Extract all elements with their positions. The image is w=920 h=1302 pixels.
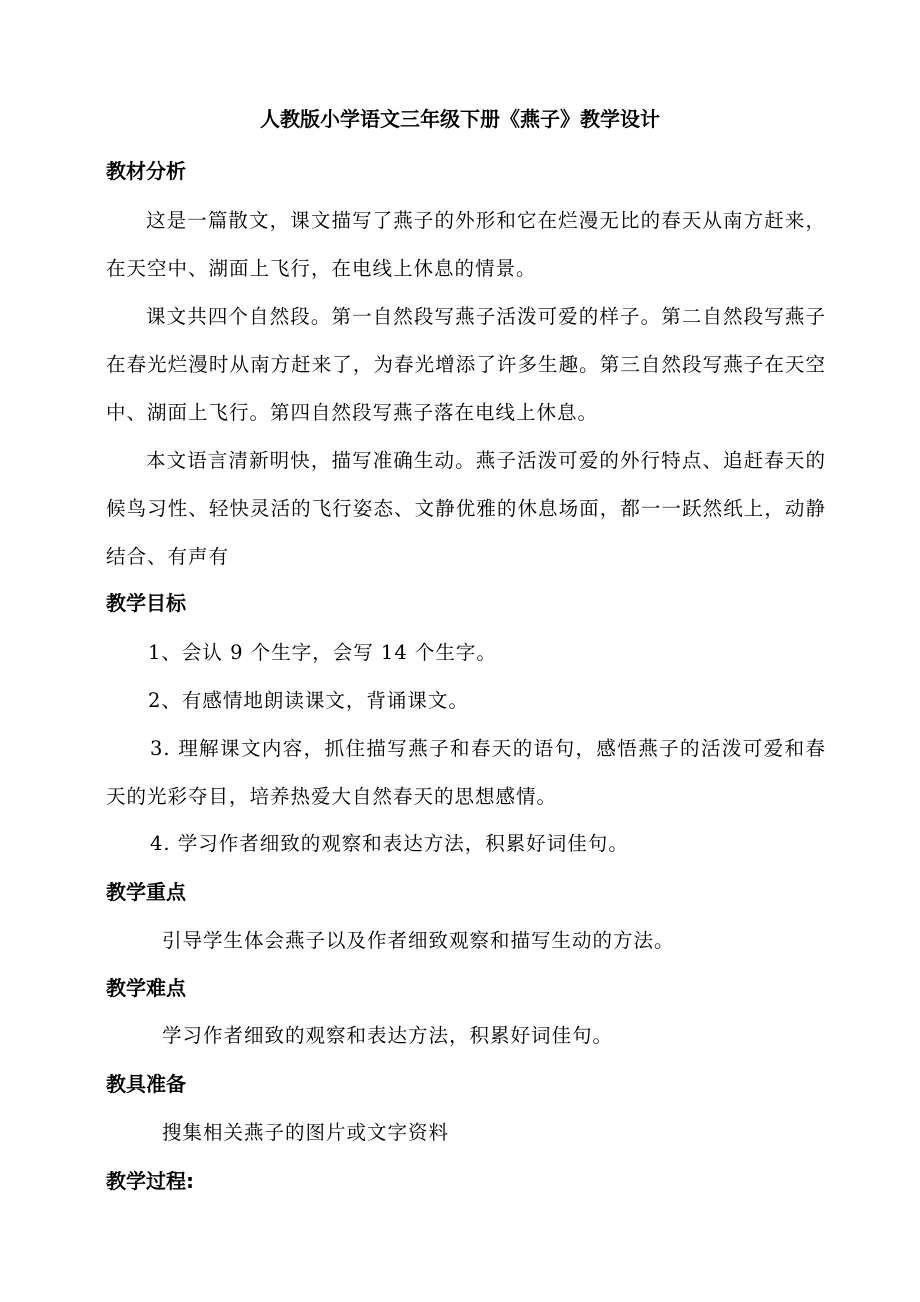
heading-process: 教学过程:: [106, 1169, 194, 1193]
heading-key-points: 教学重点: [106, 880, 186, 904]
document-title: 人教版小学语文三年级下册《燕子》教学设计: [260, 107, 660, 131]
goal-item-2: 2、有感情地朗读课文，背诵课文。: [148, 689, 469, 712]
heading-difficulties: 教学难点: [106, 976, 186, 1000]
goal-item-4: 4. 学习作者细致的观察和表达方法，积累好词佳句。: [150, 832, 629, 855]
heading-materials: 教具准备: [106, 1072, 186, 1096]
goal-item-1: 1、会认 9 个生字，会写 14 个生字。: [148, 641, 497, 664]
materials-text: 搜集相关燕子的图片或文字资料: [162, 1121, 450, 1144]
analysis-paragraph-2: 课文共四个自然段。第一自然段写燕子活泼可爱的样子。第二自然段写燕子在春光烂漫时从南方赶来了，为春光增添了许多生趣。第三自然段写燕子在天空中、湖面上飞行。第四自然段写燕子落在电线上休息。: [106, 305, 826, 424]
key-points-text: 引导学生体会燕子以及作者细致观察和描写生动的方法。: [162, 929, 675, 952]
analysis-paragraph-3: 本文语言清新明快，描写准确生动。燕子活泼可爱的外行特点、追赶春天的候鸟习性、轻快灵活的飞行姿态、文静优雅的休息场面，都一一跃然纸上，动静结合、有声有: [106, 449, 826, 568]
goal-item-3: 3. 理解课文内容，抓住描写燕子和春天的语句，感悟燕子的活泼可爱和春天的光彩夺目，培养热爱大自然春天的思想感情。: [106, 737, 826, 808]
analysis-paragraph-1: 这是一篇散文，课文描写了燕子的外形和它在烂漫无比的春天从南方赶来，在天空中、湖面上飞行，在电线上休息的情景。: [106, 209, 826, 280]
heading-goals: 教学目标: [106, 591, 186, 615]
difficulties-text: 学习作者细致的观察和表达方法，积累好词佳句。: [162, 1024, 614, 1047]
heading-analysis: 教材分析: [106, 159, 186, 183]
